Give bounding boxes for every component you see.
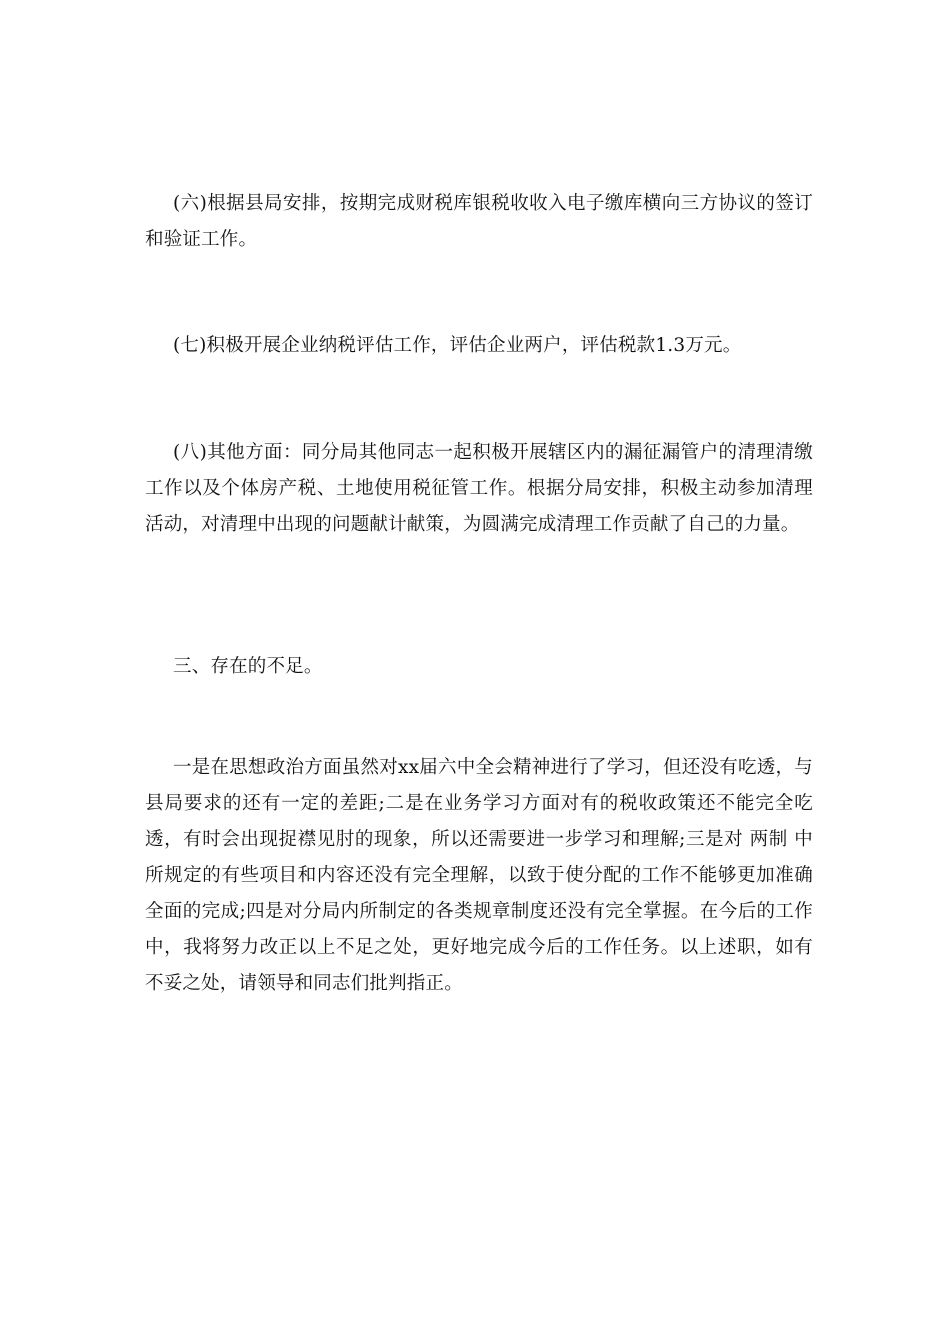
section-heading-shortcomings: 三、存在的不足。 — [173, 656, 323, 677]
paragraph-item-7: (七)积极开展企业纳税评估工作，评估企业两户，评估税款1.3万元。 — [173, 335, 742, 356]
paragraph-item-6: (六)根据县局安排，按期完成财税库银税收收入电子缴库横向三方协议的签订和验证工作。 — [145, 193, 813, 250]
paragraph-item-8: (八)其他方面：同分局其他同志一起积极开展辖区内的漏征漏管户的清理清缴工作以及个体房产税、土地使用税征管工作。根据分局安排，积极主动参加清理活动，对清理中出现的问题献计献策，为圆满完成清理工作贡献了自己的力量。 — [145, 442, 813, 535]
paragraph-shortcomings-body: 一是在思想政治方面虽然对xx届六中全会精神进行了学习，但还没有吃透，与县局要求的还有一定的差距;二是在业务学习方面对有的税收政策还不能完全吃透，有时会出现捉襟见肘的现象，所以还需要进一步学习和理解;三是对 两制 中所规定的有些项目和内容还没有完全理解，以致于使分配的工作不能够更加准确全面的完成;四是对分局内所制定的各类规章制度还没有完全掌握。在今后的工作中，我将努力改正以上不足之处，更好地完成今后的工作任务。以上述职，如有不妥之处，请领导和同志们批判指正。 — [145, 757, 813, 994]
